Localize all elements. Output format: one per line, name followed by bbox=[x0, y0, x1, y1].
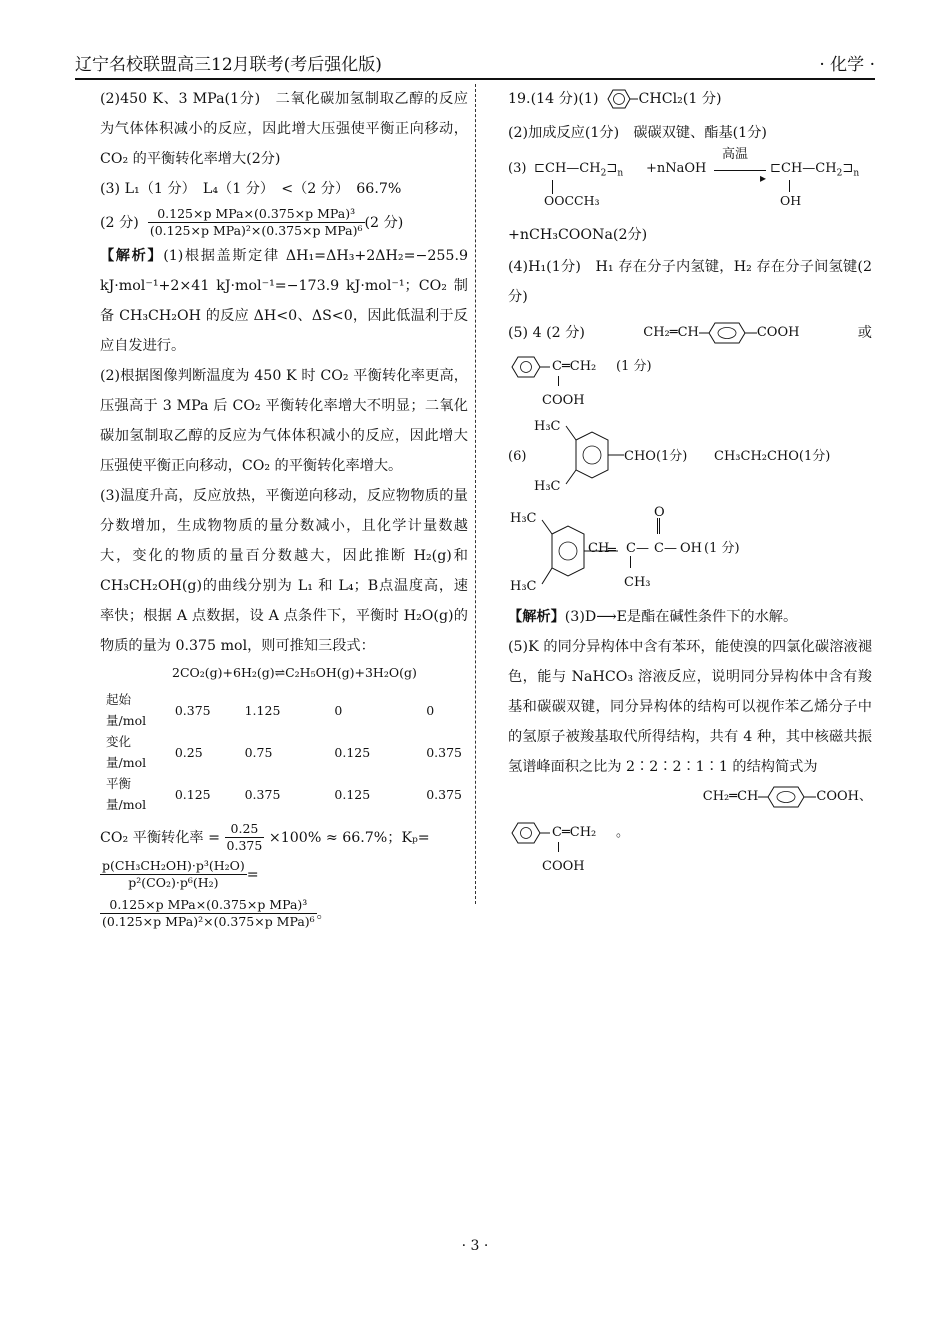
kp2-fraction bbox=[100, 897, 317, 930]
polymer-right: $⊏CH—CH_2⊐_n$ bbox=[770, 161, 860, 179]
kp2-line bbox=[100, 897, 468, 930]
structure-vinyl-benzoic bbox=[643, 318, 799, 348]
table-cell: 0.375 bbox=[174, 702, 211, 718]
q3-frac-prefix: (2 分) bbox=[100, 214, 139, 231]
or-text: 或 bbox=[857, 325, 872, 341]
conv-suffix: ×100% ≈ 66.7%；Kₚ= bbox=[268, 829, 430, 846]
q19-2: (2)加成反应(1分) 碳碳双键、酯基(1分) bbox=[508, 125, 767, 141]
analysis-right-5 bbox=[508, 632, 872, 782]
cooh-group: COOH bbox=[542, 859, 585, 874]
q3-frac-den: (0.125×p MPa)²×(0.375×p MPa)⁶ bbox=[149, 223, 363, 238]
q19-5 bbox=[508, 316, 872, 350]
q3-fraction-line bbox=[100, 206, 468, 239]
period: 。 bbox=[616, 825, 630, 840]
three-stage-table bbox=[100, 661, 468, 815]
subscript-n: n bbox=[853, 168, 860, 179]
analysis-1-text: (1)根据盖斯定律 ΔH₁=ΔH₃+2ΔH₂=−255.9 kJ·mol⁻¹+2×41 kJ·mol⁻¹=−173.9 kJ·mol⁻¹；CO₂ 制备 CH₃CH₂OH 的反应 ΔH<0、ΔS<0，因此低温利于反应自发进行。 bbox=[100, 248, 468, 354]
table-cell: 0.125 bbox=[334, 786, 371, 802]
bond-line bbox=[558, 376, 559, 386]
q19-1 bbox=[508, 84, 872, 114]
q19-6-label: (6) bbox=[508, 449, 527, 464]
q19-6 bbox=[508, 412, 872, 498]
ch3-group: CH₃ bbox=[624, 575, 651, 590]
table-cell: 平衡量/mol bbox=[106, 776, 147, 812]
table-cell: 0.75 bbox=[244, 744, 273, 760]
q19-5-score: (1 分) bbox=[616, 359, 652, 374]
analysis-right-3 bbox=[508, 602, 872, 632]
q19-1-answer: CHCl₂(1 分) bbox=[638, 91, 722, 107]
ch-group: CH bbox=[588, 541, 610, 556]
q19-4: (4)H₁(1分) H₁ 存在分子内氢键，H₂ 存在分子间氢键(2分) bbox=[508, 259, 872, 305]
table-row bbox=[100, 731, 468, 773]
structure-phenyl-acrylic bbox=[508, 350, 872, 408]
header-title: 辽宁名校联盟高三12月联考(考后强化版) bbox=[75, 55, 382, 75]
table-cell: 0.125 bbox=[174, 786, 211, 802]
q3-frac-suffix: (2 分) bbox=[364, 214, 404, 231]
analysis-5-structure-2 bbox=[508, 816, 872, 874]
table-cell: 起始量/mol bbox=[106, 692, 147, 728]
benzene-ring-icon bbox=[699, 318, 757, 348]
table-cell: 0 bbox=[426, 702, 435, 718]
subscript-n: n bbox=[617, 168, 624, 179]
single-bond: — bbox=[664, 541, 677, 556]
h3c-bottom: H₃C bbox=[510, 579, 537, 594]
cooh-group: COOH bbox=[542, 393, 585, 408]
reaction-arrow-icon bbox=[714, 170, 766, 171]
q3-answer: (3) L₁（1 分） L₄（1 分） <（2 分） 66.7% bbox=[100, 181, 402, 197]
benzene-ring-icon bbox=[508, 818, 550, 848]
q3-frac-num: 0.125×p MPa×(0.375×p MPa)³ bbox=[148, 206, 365, 223]
left-column bbox=[100, 84, 468, 930]
kp-fraction bbox=[100, 858, 247, 891]
page-header bbox=[75, 52, 875, 80]
analysis-tag: 【解析】 bbox=[100, 248, 164, 264]
ch2ch-group: CH₂═CH bbox=[643, 325, 699, 340]
h3c-top: H₃C bbox=[534, 419, 561, 434]
q3-fraction bbox=[148, 206, 365, 239]
conversion-line bbox=[100, 821, 468, 854]
q19-6-score: (1 分) bbox=[704, 541, 740, 556]
oh-group: OH bbox=[680, 541, 702, 556]
h3c-top: H₃C bbox=[510, 511, 537, 526]
table-cell: 变化量/mol bbox=[106, 734, 147, 770]
q19-3-reaction bbox=[508, 147, 872, 220]
separator: 、 bbox=[858, 789, 872, 804]
conv-num: 0.25 bbox=[225, 821, 265, 838]
benzene-ring-icon bbox=[598, 84, 638, 114]
cooh-group: COOH bbox=[816, 789, 859, 804]
o-atom: O bbox=[654, 505, 665, 520]
analysis-5-text: (5)K 的同分异构体中含有苯环，能使溴的四氯化碳溶液褪色，能与 NaHCO₃ 溶液反应，说明同分异构体中含有羧基和碳碳双键，同分异构体的结构可以视作苯乙烯分子中的氢原子被羧基取代所得结构，共有 4 种，其中核磁共振氢谱峰面积之比为 2∶2∶2∶1∶1 的结构简式为 bbox=[508, 639, 872, 775]
q19-1-label: 19.(14 分)(1) bbox=[508, 91, 599, 107]
bond-line bbox=[558, 842, 559, 852]
h3c-bottom: H₃C bbox=[534, 479, 561, 494]
q19-3-tail: +nCH₃COONa(2分) bbox=[508, 227, 648, 243]
kp2-num: 0.125×p MPa×(0.375×p MPa)³ bbox=[100, 897, 317, 914]
q19-3-label: (3) bbox=[508, 161, 527, 176]
condition: 高温 bbox=[722, 147, 749, 162]
cooh-group: COOH bbox=[756, 325, 800, 340]
kp2-end: 。 bbox=[316, 905, 331, 922]
kp2-den: (0.125×p MPa)²×(0.375×p MPa)⁶ bbox=[102, 914, 315, 929]
benzene-ring-icon bbox=[508, 352, 550, 382]
analysis-1 bbox=[100, 241, 468, 361]
header-subject: · 化学 · bbox=[819, 55, 875, 75]
polymer-left: $⊏CH—CH_2⊐_n$ bbox=[534, 161, 624, 179]
benzene-ring-icon bbox=[758, 782, 816, 812]
table-cell: 0 bbox=[334, 702, 343, 718]
c-ch2-group: C═CH₂ bbox=[552, 825, 597, 840]
co-double-bond bbox=[657, 518, 660, 534]
equation: 2CO₂(g)+6H₂(g)⇌C₂H₅OH(g)+3H₂O(g) bbox=[172, 665, 417, 680]
q19-6-structure bbox=[508, 498, 872, 602]
page-number: · 3 · bbox=[461, 1238, 489, 1254]
table-row bbox=[100, 773, 468, 815]
c-atom: C bbox=[626, 541, 636, 556]
table-cell: 0.375 bbox=[244, 786, 281, 802]
single-bond: — bbox=[636, 541, 649, 556]
table-cell: 0.25 bbox=[174, 744, 203, 760]
column-divider bbox=[475, 84, 476, 904]
analysis-5-structure bbox=[508, 782, 872, 812]
right-column bbox=[508, 84, 872, 874]
analysis-3: (3)温度升高，反应放热，平衡逆向移动，反应物物质的量分数增加，生成物物质的量分数减小，且化学计量数越大，变化的物质的量百分数越大，因此推断 H₂(g)和 CH₃CH₂OH(g)的曲线分别为 L₁ 和 L₄；B点温度高，速率快；根据 A 点数据，设 A 点条件下，平衡时 H₂O(g)的物质的量为 0.375 mol，则可推知三段式： bbox=[100, 488, 468, 654]
kp-eq: = bbox=[246, 866, 259, 883]
cho-answer: CHO(1分) bbox=[624, 449, 688, 464]
c-carbonyl: C bbox=[654, 541, 664, 556]
c-ch2-group: C═CH₂ bbox=[552, 359, 597, 374]
table-cell: 0.125 bbox=[334, 744, 371, 760]
polymer-left-sub: OOCCH₃ bbox=[544, 193, 600, 208]
q19-5-label: (5) 4 (2 分) bbox=[508, 325, 585, 341]
ch2ch-group: CH₂═CH bbox=[702, 789, 759, 804]
double-bond: ═ bbox=[608, 543, 616, 558]
stage-table bbox=[100, 689, 468, 815]
bond-line bbox=[630, 556, 631, 568]
conv-den: 0.375 bbox=[226, 838, 263, 853]
kp-den: p²(CO₂)·p⁶(H₂) bbox=[128, 875, 219, 890]
kp-num: p(CH₃CH₂OH)·p³(H₂O) bbox=[102, 858, 245, 873]
table-row bbox=[100, 689, 468, 731]
naoh: +nNaOH bbox=[646, 161, 707, 176]
conv-prefix: CO₂ 平衡转化率 = bbox=[100, 829, 221, 846]
analysis-2: (2)根据图像判断温度为 450 K 时 CO₂ 平衡转化率更高，压强高于 3 MPa 后 CO₂ 平衡转化率增大不明显；二氧化碳加氢制取乙醇的反应为气体体积减小的反应，因此增大压强使平衡正向移动，CO₂ 的平衡转化率增大。 bbox=[100, 368, 468, 474]
conv-fraction bbox=[225, 821, 265, 854]
analysis-tag: 【解析】 bbox=[508, 609, 565, 625]
polymer-right-sub: OH bbox=[780, 193, 802, 208]
arrow-head: ▸ bbox=[760, 171, 767, 185]
q2-answer: (2)450 K、3 MPa(1分) 二氧化碳加氢制取乙醇的反应为气体体积减小的反应，因此增大压强使平衡正向移动，CO₂ 的平衡转化率增大(2分) bbox=[100, 91, 468, 167]
table-cell: 1.125 bbox=[244, 702, 281, 718]
kp-line bbox=[100, 858, 468, 891]
table-cell: 0.375 bbox=[426, 744, 462, 760]
q19-6-answer-b: CH₃CH₂CHO(1分) bbox=[714, 449, 831, 464]
analysis-3-text: (3)D⟶E是酯在碱性条件下的水解。 bbox=[564, 609, 798, 625]
table-cell: 0.375 bbox=[426, 786, 462, 802]
